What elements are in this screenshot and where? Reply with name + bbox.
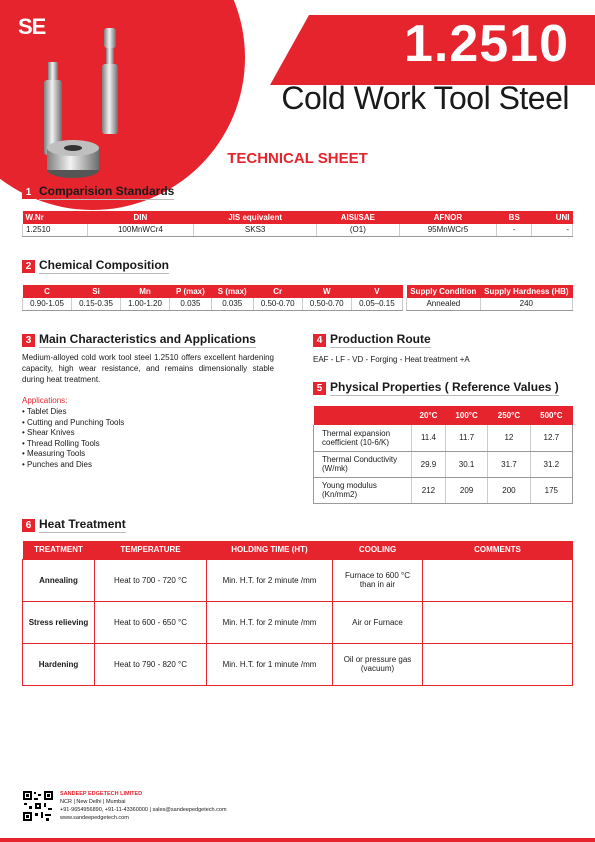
col-header: TREATMENT — [23, 541, 95, 559]
col-header: UNI — [532, 211, 573, 224]
table-cell: 0.50-0.70 — [253, 298, 302, 310]
col-header: S (max) — [211, 285, 253, 298]
table-row — [23, 643, 573, 685]
table-cell: 95MnWCr5 — [399, 224, 496, 236]
heat-treatment-table — [22, 541, 573, 686]
table-cell — [423, 559, 573, 601]
table-cell: 12 — [488, 425, 530, 451]
table-row — [23, 298, 403, 310]
section-number: 2 — [22, 260, 35, 273]
company-website[interactable]: www.sandeepedgetech.com — [60, 815, 129, 821]
table-header-row — [314, 406, 573, 425]
table-cell: Hardening — [23, 643, 95, 685]
col-header: AFNOR — [399, 211, 496, 224]
physical-properties-table — [313, 406, 573, 504]
col-header: JIS equivalent — [194, 211, 317, 224]
table-cell: Annealed — [407, 298, 481, 310]
table-cell: 31.2 — [530, 451, 572, 477]
table-cell: Air or Furnace — [333, 601, 423, 643]
table-row — [23, 601, 573, 643]
section-heading-1 — [22, 184, 174, 200]
section-heading-5 — [313, 380, 559, 396]
section-number: 1 — [22, 186, 35, 199]
section-heading-2 — [22, 258, 169, 274]
table-cell: Thermal expansion coefficient (10-6/K) — [314, 425, 412, 451]
footer — [22, 790, 227, 822]
col-header: TEMPERATURE — [95, 541, 207, 559]
table-cell: Young modulus (Kn/mm2) — [314, 477, 412, 503]
table-header-row — [23, 211, 573, 224]
table-cell: 0.15-0.35 — [72, 298, 121, 310]
company-locations: NCR | New Delhi | Mumbai — [60, 799, 126, 805]
table-cell: 1.2510 — [23, 224, 88, 236]
table-cell: 12.7 — [530, 425, 572, 451]
col-header: 100°C — [445, 406, 487, 425]
applications-heading: Applications: — [22, 396, 68, 405]
table-cell: Heat to 790 - 820 °C — [95, 643, 207, 685]
table-cell — [423, 643, 573, 685]
company-logo: SE — [18, 14, 46, 39]
table-cell: 100MnWCr4 — [87, 224, 194, 236]
col-header: 20°C — [412, 406, 446, 425]
table-cell: Thermal Conductivity (W/mk) — [314, 451, 412, 477]
list-item: • Punches and Dies — [22, 460, 124, 471]
production-route-text: EAF - LF - VD - Forging - Heat treatment +A — [313, 355, 470, 364]
list-item: • Tablet Dies — [22, 407, 124, 418]
section-title: Main Characteristics and Applications — [39, 332, 256, 346]
table-cell: Min. H.T. for 1 minute /mm — [207, 643, 333, 685]
table-cell: Oil or pressure gas (vacuum) — [333, 643, 423, 685]
table-cell: Min. H.T. for 2 minute /mm — [207, 559, 333, 601]
table-cell: Heat to 600 - 650 °C — [95, 601, 207, 643]
table-row — [23, 559, 573, 601]
col-header: DIN — [87, 211, 194, 224]
table-header-row — [23, 541, 573, 559]
col-header: 500°C — [530, 406, 572, 425]
section-number: 4 — [313, 334, 326, 347]
col-header: Mn — [121, 285, 170, 298]
col-header — [314, 406, 412, 425]
section-heading-4 — [313, 332, 431, 348]
section-title: Production Route — [330, 332, 431, 346]
list-item: • Measuring Tools — [22, 449, 124, 460]
grade-number: 1.2510 — [403, 15, 569, 73]
table-cell: Furnace to 600 °C than in air — [333, 559, 423, 601]
table-cell: 31.7 — [488, 451, 530, 477]
table-cell: Min. H.T. for 2 minute /mm — [207, 601, 333, 643]
table-cell: 1.00-1.20 — [121, 298, 170, 310]
characteristics-text: Medium-alloyed cold work tool steel 1.2510 offers excellent hardening capacity, high wear resistance, and remains dimensionally stable during heat treatment. — [22, 353, 274, 384]
table-cell: Stress relieving — [23, 601, 95, 643]
table-cell: - — [532, 224, 573, 236]
qr-code-icon — [22, 790, 54, 822]
list-item: • Thread Rolling Tools — [22, 439, 124, 450]
col-header: Supply Hardness (HB) — [480, 285, 572, 298]
grade-subtitle: Cold Work Tool Steel — [281, 80, 569, 116]
table-cell: 11.7 — [445, 425, 487, 451]
table-cell: 0.035 — [211, 298, 253, 310]
table-row — [23, 224, 573, 236]
table-cell: (O1) — [317, 224, 400, 236]
table-cell: 0.05–0.15 — [351, 298, 402, 310]
footer-contact — [60, 790, 227, 822]
col-header: C — [23, 285, 72, 298]
section-title: Heat Treatment — [39, 517, 126, 531]
table-cell: 240 — [480, 298, 572, 310]
section-heading-3 — [22, 332, 256, 348]
table-cell: Heat to 700 - 720 °C — [95, 559, 207, 601]
section-title: Comparision Standards — [39, 184, 175, 198]
table-cell: 212 — [412, 477, 446, 503]
table-cell: 0.035 — [170, 298, 212, 310]
section-number: 5 — [313, 382, 326, 395]
table-cell: 209 — [445, 477, 487, 503]
section-title: Chemical Composition — [39, 258, 170, 272]
composition-table — [22, 285, 403, 311]
applications-list — [22, 407, 124, 471]
table-cell: 29.9 — [412, 451, 446, 477]
section-heading-6 — [22, 517, 126, 533]
company-contact: +91-9654956890, +91-11-43360000 | sales@sandeepedgetech.com — [60, 807, 227, 813]
col-header: HOLDING TIME (HT) — [207, 541, 333, 559]
col-header: BS — [497, 211, 532, 224]
table-row — [314, 477, 573, 503]
section-number: 6 — [22, 519, 35, 532]
standards-table — [22, 211, 573, 237]
supply-table — [406, 285, 573, 311]
table-row — [314, 425, 573, 451]
col-header: Cr — [253, 285, 302, 298]
list-item: • Cutting and Punching Tools — [22, 418, 124, 429]
table-cell: - — [497, 224, 532, 236]
table-header-row — [407, 285, 573, 298]
col-header: V — [351, 285, 402, 298]
list-item: • Shear Knives — [22, 428, 124, 439]
col-header: Supply Condition — [407, 285, 481, 298]
section-title: Physical Properties ( Reference Values ) — [330, 380, 559, 394]
table-cell — [423, 601, 573, 643]
table-cell: 11.4 — [412, 425, 446, 451]
table-cell: 200 — [488, 477, 530, 503]
table-cell: 0.50-0.70 — [302, 298, 351, 310]
table-cell: 0.90-1.05 — [23, 298, 72, 310]
table-cell: 30.1 — [445, 451, 487, 477]
table-row — [407, 298, 573, 310]
col-header: AISI/SAE — [317, 211, 400, 224]
table-cell: Annealing — [23, 559, 95, 601]
col-header: COMMENTS — [423, 541, 573, 559]
table-header-row — [23, 285, 403, 298]
col-header: COOLING — [333, 541, 423, 559]
col-header: W — [302, 285, 351, 298]
col-header: Si — [72, 285, 121, 298]
col-header: 250°C — [488, 406, 530, 425]
company-name: SANDEEP EDGETECH LIMITED — [60, 791, 143, 797]
col-header: P (max) — [170, 285, 212, 298]
sheet-title: TECHNICAL SHEET — [227, 150, 368, 167]
footer-red-line — [0, 838, 595, 842]
table-cell: SKS3 — [194, 224, 317, 236]
table-cell: 175 — [530, 477, 572, 503]
section-number: 3 — [22, 334, 35, 347]
table-row — [314, 451, 573, 477]
col-header: W.Nr — [23, 211, 88, 224]
